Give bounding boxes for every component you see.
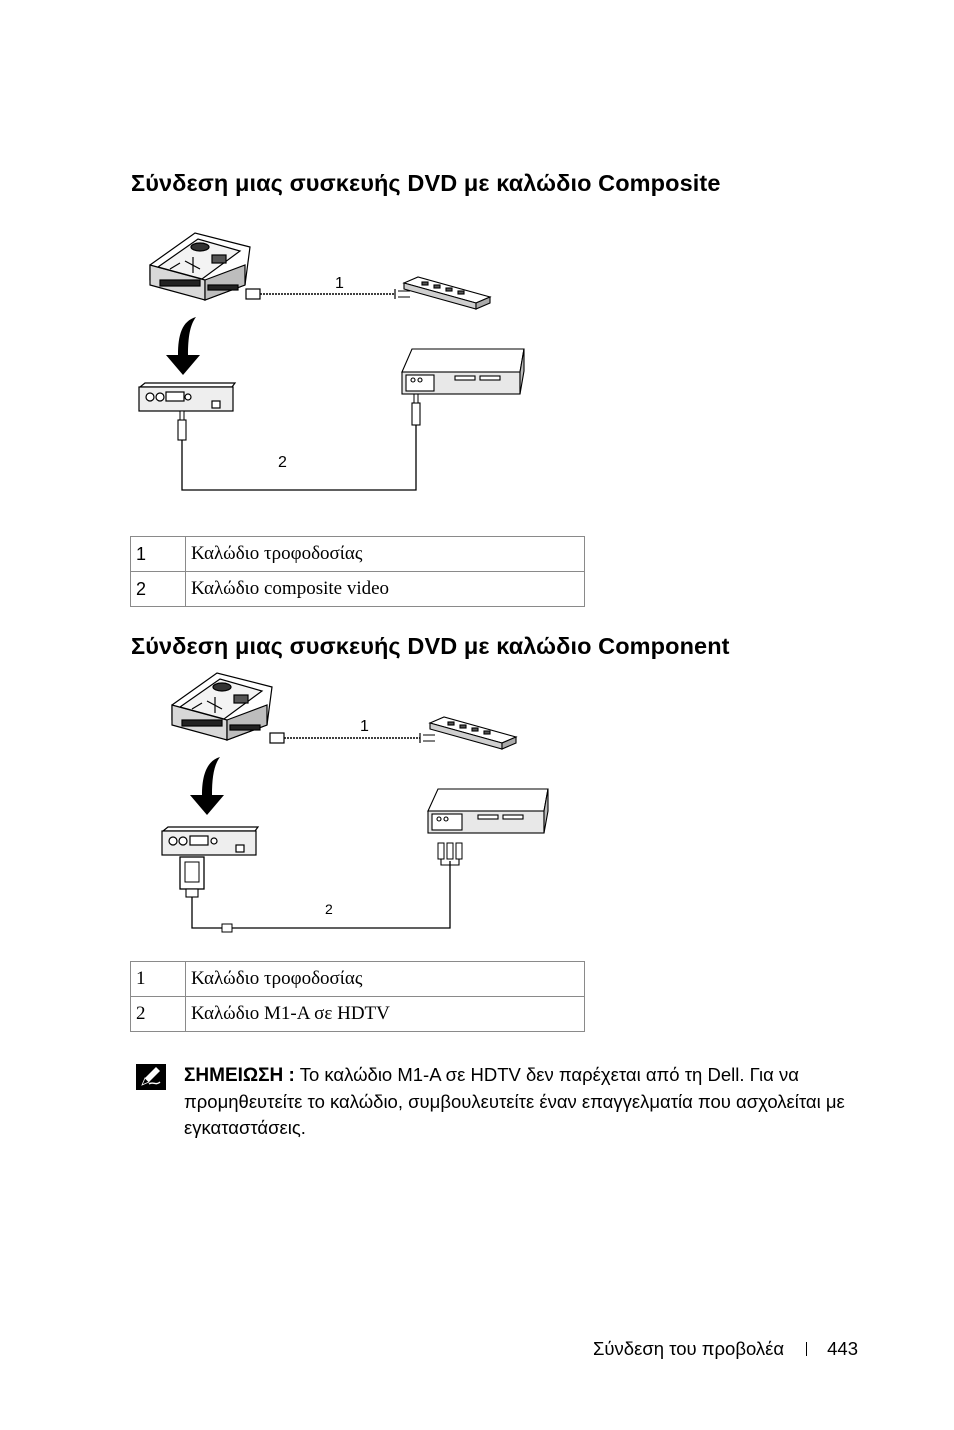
projector-illustration [150, 233, 250, 300]
diagram-component [0, 665, 580, 945]
legend-number: 1 [131, 962, 186, 997]
section-title-composite: Σύνδεση μιας συσκευής DVD με καλώδιο Composite [131, 170, 721, 196]
legend-text: Καλώδιο τροφοδοσίας [186, 537, 585, 572]
callout-2: 2 [325, 901, 333, 917]
section-title-component: Σύνδεση μιας συσκευής DVD με καλώδιο Component [131, 633, 730, 659]
m1a-hdtv-cable-2 [180, 843, 462, 932]
note-label: ΣΗΜΕΙΩΣΗ : [184, 1065, 295, 1086]
page-number: 443 [827, 1338, 858, 1359]
power-strip [430, 717, 516, 749]
legend-number: 1 [131, 537, 186, 572]
callout-2: 2 [278, 454, 287, 471]
power-strip [404, 277, 490, 309]
table-row [131, 997, 585, 1032]
page-footer [593, 1338, 858, 1360]
callout-1: 1 [360, 718, 369, 735]
arrow-down-icon [190, 757, 224, 815]
projector-back-panel [162, 827, 258, 855]
legend-number: 2 [131, 997, 186, 1032]
table-row [131, 537, 585, 572]
legend-text: Καλώδιο M1-A σε HDTV [186, 997, 585, 1032]
power-cable-1 [270, 733, 435, 743]
legend-text: Καλώδιο composite video [186, 572, 585, 607]
dvd-player-illustration [428, 789, 548, 833]
legend-text: Καλώδιο τροφοδοσίας [186, 962, 585, 997]
legend-table-component [130, 961, 585, 1032]
legend-number: 2 [131, 572, 186, 607]
pencil-note-icon [136, 1064, 166, 1090]
note-text: Το καλώδιο M1-A σε HDTV δεν παρέχεται από τη Dell. Για να προμηθευτείτε το καλώδιο, συμβουλευτείτε έναν επαγγελματία που ασχολείται με εγκαταστάσεις. [184, 1064, 845, 1138]
footer-separator [806, 1342, 807, 1356]
projector-back-panel [139, 383, 235, 411]
power-cable-1 [246, 289, 410, 299]
arrow-down-icon [166, 317, 200, 375]
table-row [131, 572, 585, 607]
projector-illustration [172, 673, 272, 740]
footer-section-title: Σύνδεση του προβολέα [592, 1338, 785, 1359]
diagram-composite [0, 225, 560, 505]
table-row [131, 962, 585, 997]
note-block [184, 1062, 874, 1141]
callout-1: 1 [335, 275, 344, 292]
dvd-player-illustration [402, 349, 524, 394]
legend-table-composite [130, 536, 585, 607]
